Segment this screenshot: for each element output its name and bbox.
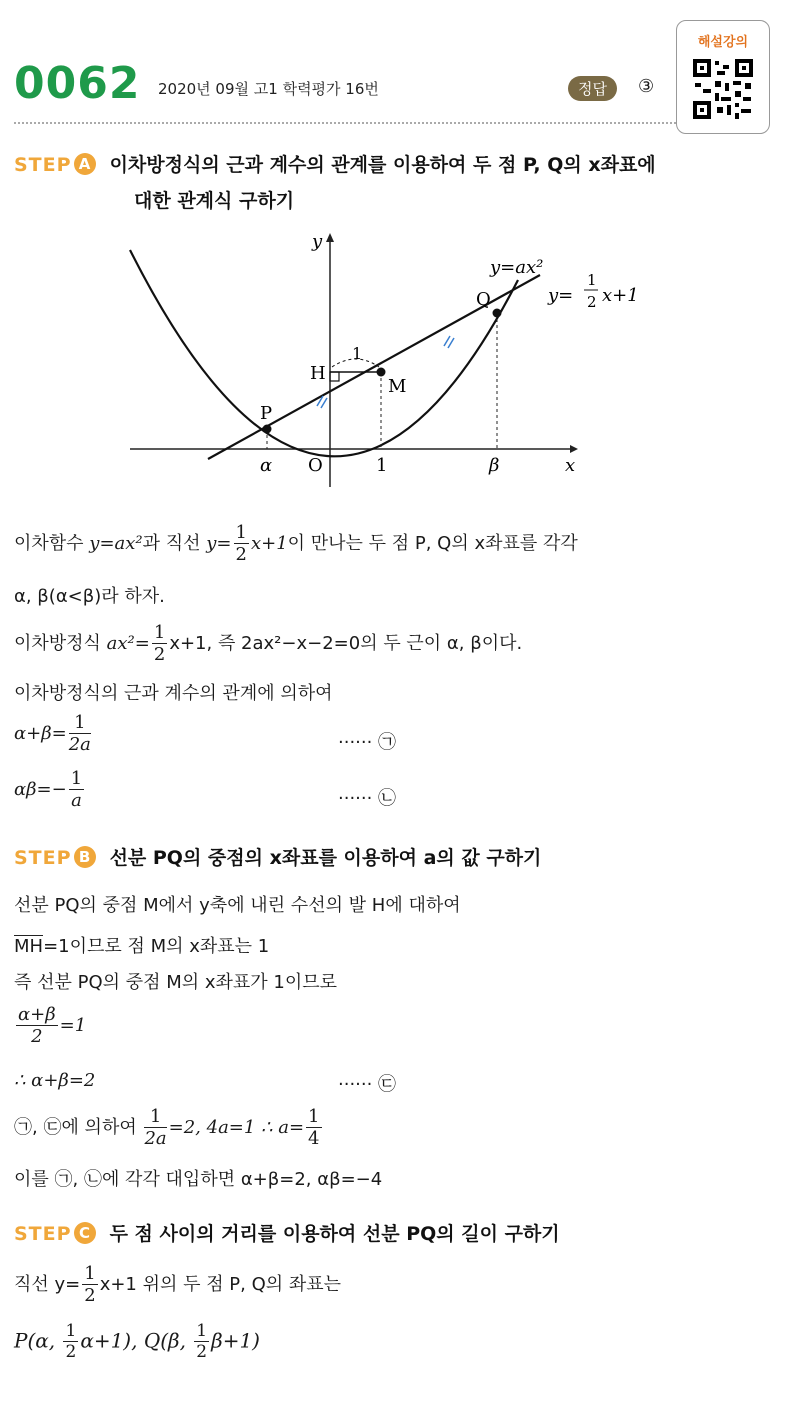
text: 이차방정식 [14, 633, 107, 654]
fraction: $\frac{1}{2}$ [196, 1321, 208, 1362]
step-c-letter: C [74, 1222, 96, 1244]
fraction: $\frac{1}{2}$ [84, 1263, 96, 1306]
line-label-pre: y= [548, 285, 574, 306]
fraction: $\frac{1}{2}$ [153, 622, 166, 665]
fraction: $\frac{1}{2a}$ [68, 712, 91, 755]
x-axis-arrow [570, 445, 578, 453]
math: β+1) [211, 1328, 260, 1353]
y-axis-arrow [326, 233, 334, 242]
y-axis-label: y [312, 231, 323, 252]
text: 직선 y= [14, 1274, 81, 1295]
step-c-line-1 [14, 1265, 341, 1305]
step-b-letter: B [74, 846, 96, 868]
one-tick-label: 1 [376, 455, 388, 476]
text: =1이므로 점 M의 x좌표는 1 [43, 936, 270, 957]
line-label-post: x+1 [602, 285, 639, 306]
mark-3: ······ ㉢ [338, 1074, 397, 1095]
point-q-dot [493, 309, 502, 318]
answer-badge: 정답 [568, 76, 617, 101]
header-divider [14, 122, 676, 124]
eq-sum [14, 714, 93, 754]
fraction: $\frac{1}{2}$ [65, 1321, 77, 1362]
segment-mh: MH [14, 936, 44, 957]
step-c-line-2 [14, 1323, 260, 1361]
step-c-title: 두 점 사이의 거리를 이용하여 선분 PQ의 길이 구하기 [109, 1223, 560, 1245]
text: 이차함수 [14, 533, 90, 554]
mh-length-label: 1 [352, 344, 363, 363]
step-a-line-1 [14, 524, 578, 564]
eq-mid [14, 1006, 86, 1046]
text: x+1 위의 두 점 P, Q의 좌표는 [99, 1274, 342, 1295]
step-a-heading-line2 [134, 186, 294, 213]
problem-number: 0062 [14, 58, 141, 109]
math: ∴ α+β=2 [14, 1070, 96, 1091]
step-b-line-5 [14, 1108, 324, 1148]
curve-label: y=ax² [490, 257, 544, 278]
math: ax²= [106, 633, 150, 654]
line-label-den: 2 [587, 293, 597, 311]
qr-label: 해설강의 [697, 35, 749, 50]
step-a-line-3 [14, 624, 522, 664]
point-p-label: P [260, 403, 273, 424]
step-b-line-4 [14, 1070, 95, 1091]
step-a-heading [14, 150, 656, 177]
eq-product [14, 770, 86, 810]
step-a-title-2: 대한 관계식 구하기 [134, 190, 295, 212]
graph [120, 225, 680, 490]
fraction: $\frac{1}{4}$ [308, 1106, 320, 1149]
beta-tick-label: β [489, 455, 500, 476]
math: α+1), Q(β, [80, 1328, 193, 1353]
right-angle-mark [330, 372, 339, 381]
step-a-tag: STEP [14, 154, 72, 176]
answer-value: ③ [638, 76, 655, 97]
step-a-line-4: 이차방정식의 근과 계수의 관계에 의하여 [14, 683, 333, 704]
step-a-title-1: 이차방정식의 근과 계수의 관계를 이용하여 두 점 P, Q의 x좌표에 [109, 154, 656, 176]
step-b-title: 선분 PQ의 중점의 x좌표를 이용하여 a의 값 구하기 [109, 847, 542, 869]
origin-label: O [308, 455, 323, 476]
fraction: $\frac{\alpha+\beta}{2}$ [18, 1004, 56, 1047]
alpha-tick-label: α [260, 455, 273, 476]
text: x+1, 즉 2ax²−x−2=0의 두 근이 α, β이다. [169, 633, 523, 654]
mark-2: ······ ㉡ [338, 788, 397, 809]
point-m-dot [377, 368, 386, 377]
qr-lecture-box[interactable] [676, 20, 770, 134]
point-p-dot [263, 425, 272, 434]
text: 이 만나는 두 점 P, Q의 x좌표를 각각 [287, 533, 578, 554]
step-b-heading [14, 843, 541, 870]
step-a-line-2: α, β(α<β)라 하자. [14, 586, 165, 607]
math: αβ=− [14, 779, 67, 800]
math: =1 [59, 1015, 87, 1036]
qr-code-icon[interactable] [691, 57, 755, 121]
problem-source: 2020년 09월 고1 학력평가 16번 [158, 80, 379, 98]
math: =2, 4a=1 ∴ a= [168, 1117, 305, 1138]
step-c-tag: STEP [14, 1223, 72, 1245]
x-axis-label: x [565, 455, 576, 476]
math: P(α, [14, 1328, 62, 1353]
text: ㉠, ㉢에 의하여 [14, 1117, 143, 1138]
step-c-heading [14, 1219, 560, 1246]
point-q-label: Q [476, 289, 491, 310]
step-b-line-1: 선분 PQ의 중점 M에서 y축에 내린 수선의 발 H에 대하여 [14, 895, 461, 916]
fraction: $\frac{1}{2}$ [235, 522, 247, 565]
math: y=ax² [89, 533, 143, 554]
text: 과 직선 [142, 533, 207, 554]
step-a-letter: A [74, 153, 96, 175]
parabola [130, 250, 518, 456]
math: y= [206, 533, 232, 554]
step-b-tag: STEP [14, 847, 72, 869]
fraction: $\frac{1}{2a}$ [144, 1106, 167, 1149]
mark-1: ······ ㉠ [338, 732, 397, 753]
step-b-line-3: 즉 선분 PQ의 중점 M의 x좌표가 1이므로 [14, 972, 338, 993]
line-label-num: 1 [587, 271, 597, 289]
math: α+β= [14, 723, 67, 744]
point-m-label: M [388, 376, 407, 397]
fraction: $\frac{1}{a}$ [70, 768, 83, 811]
step-b-line-6: 이를 ㉠, ㉡에 각각 대입하면 α+β=2, αβ=−4 [14, 1169, 383, 1190]
math: x+1 [250, 533, 288, 554]
step-b-line-2 [14, 932, 269, 958]
point-h-label: H [310, 363, 326, 384]
